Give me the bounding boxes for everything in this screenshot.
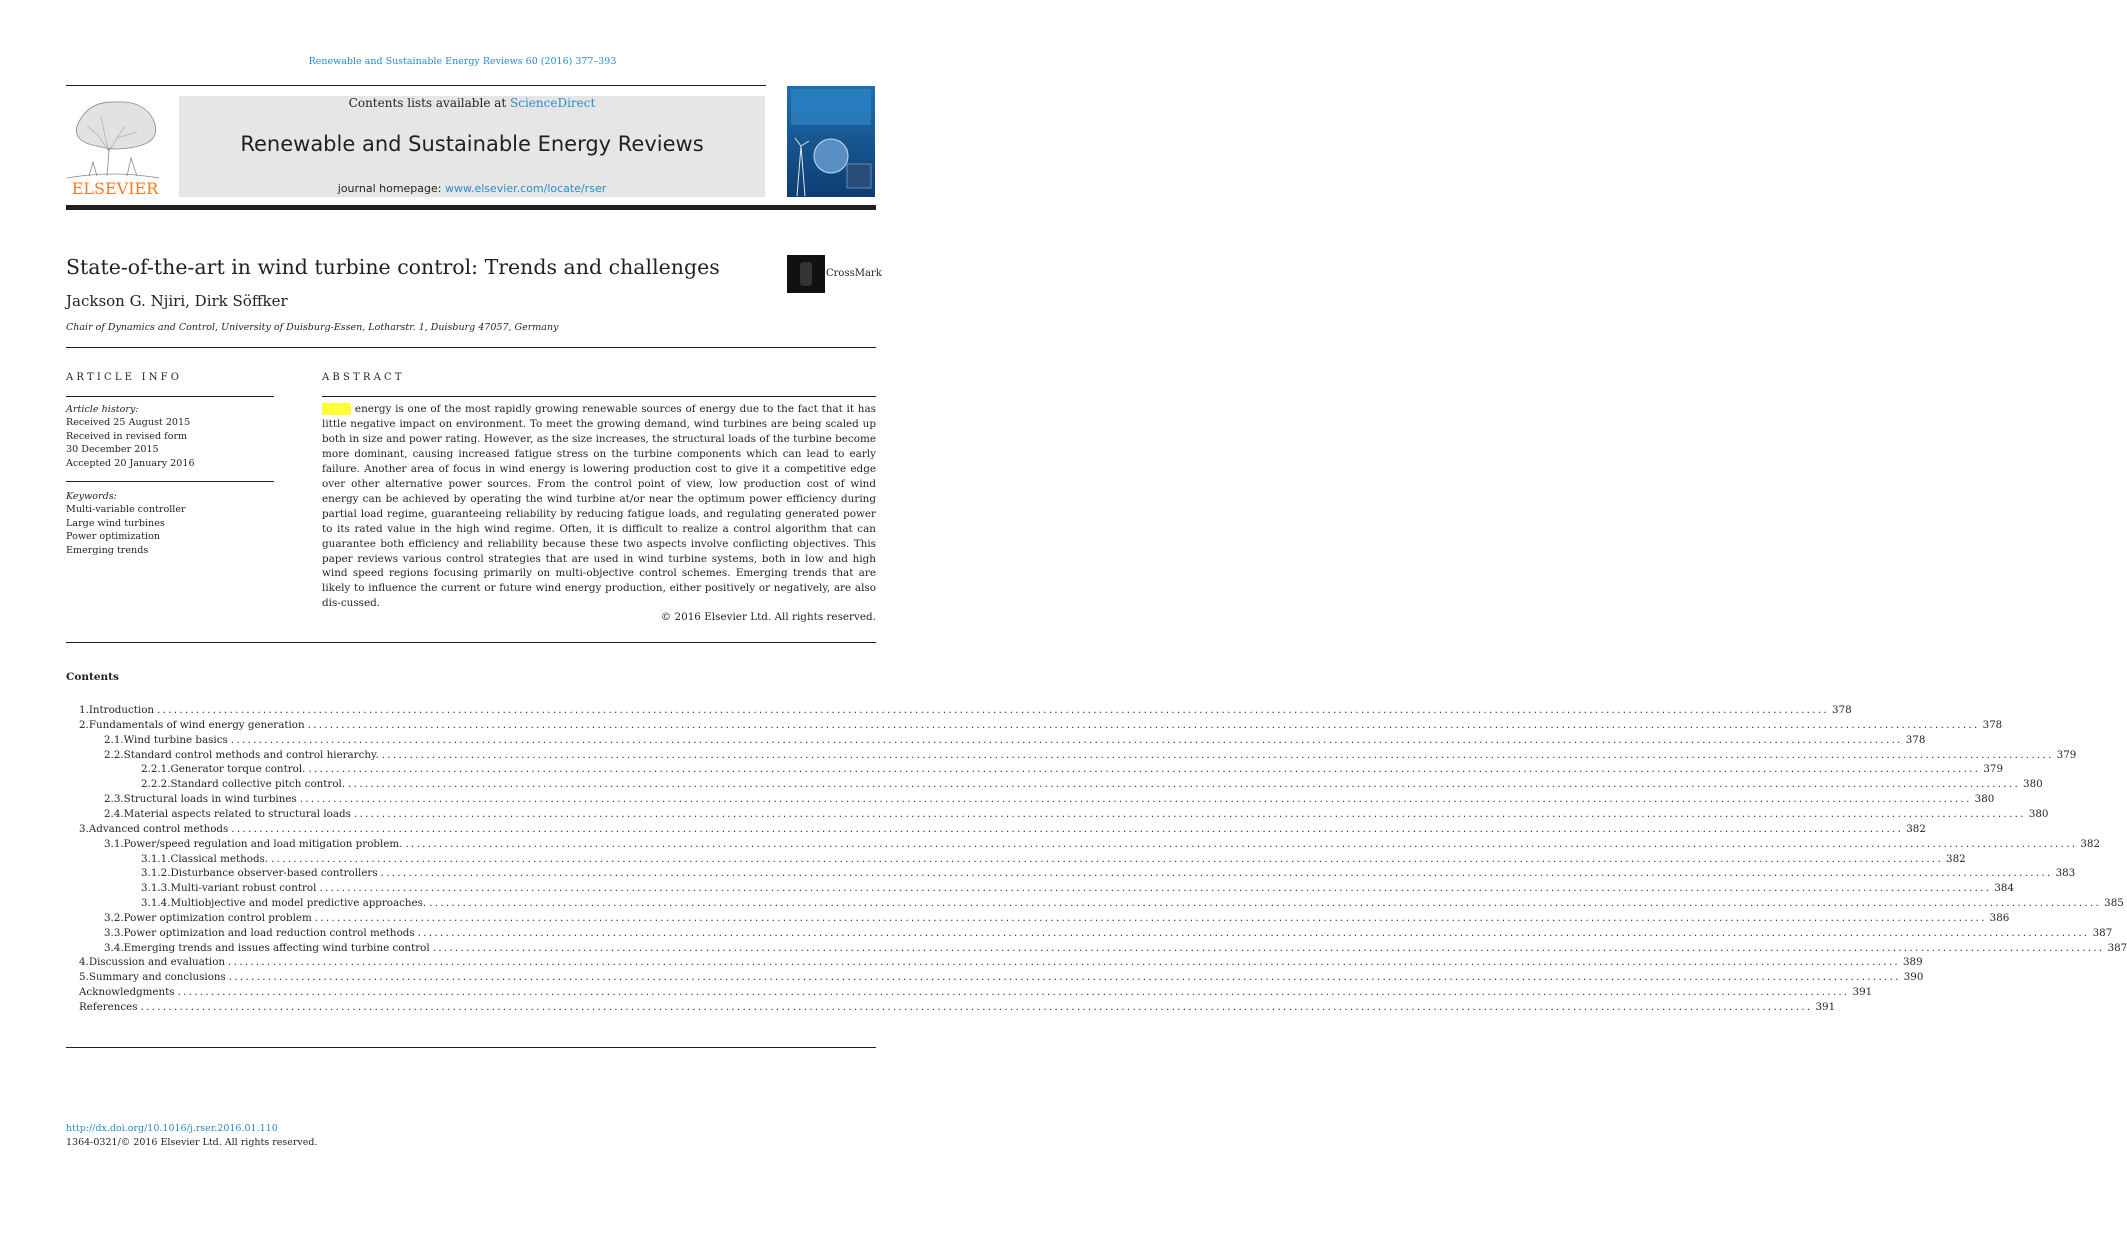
article-history bbox=[66, 403, 274, 470]
toc-entry-page: 385 bbox=[2104, 897, 2124, 910]
toc-leader-dots: ............................................................................................................................................................................................................................................................................................................ bbox=[271, 852, 1944, 865]
toc-entry-number: 2.2.1. bbox=[141, 763, 171, 776]
toc-entry-page: 378 bbox=[1905, 733, 1926, 746]
toc-leader-dots: ............................................................................................................................................................................................................................................................................................................ bbox=[228, 971, 1901, 984]
toc-leader-dots: ............................................................................................................................................................................................................................................................................................................ bbox=[230, 733, 1903, 746]
toc-entry-title: Fundamentals of wind energy generation bbox=[88, 718, 305, 731]
toc-entry-number: 3. bbox=[79, 822, 89, 835]
toc-entry[interactable] bbox=[79, 986, 1873, 1001]
toc-entry-title: Emerging trends and issues affecting wind turbine control bbox=[123, 941, 430, 954]
keyword-item: Power optimization bbox=[66, 531, 161, 543]
toc-entry-title: Discussion and evaluation bbox=[88, 956, 226, 969]
toc-entry-page: 390 bbox=[1903, 971, 1924, 984]
toc-entry-title: Structural loads in wind turbines bbox=[123, 793, 297, 806]
homepage-link[interactable]: www.elsevier.com/locate/rser bbox=[444, 182, 607, 195]
toc-entry-page: 382 bbox=[1906, 822, 1926, 835]
toc-entry-number: 3.2. bbox=[104, 911, 124, 924]
elsevier-logo bbox=[67, 96, 163, 196]
toc-entry[interactable] bbox=[104, 748, 2077, 764]
toc-entry-title: Wind turbine basics bbox=[123, 733, 228, 746]
toc-entry-title: Power optimization control problem bbox=[123, 911, 312, 924]
publisher-wordmark: ELSEVIER bbox=[71, 179, 159, 198]
toc-entry-page: 383 bbox=[2055, 867, 2076, 880]
toc-entry[interactable] bbox=[104, 926, 2113, 942]
toc-entry-title: Acknowledgments bbox=[79, 986, 175, 999]
toc-entry[interactable] bbox=[79, 704, 1852, 719]
abstract-copyright: © 2016 Elsevier Ltd. All rights reserved. bbox=[660, 611, 876, 623]
toc-entry[interactable] bbox=[79, 822, 1926, 838]
elsevier-tree-icon bbox=[67, 96, 163, 196]
history-label: Article history: bbox=[66, 404, 139, 415]
journal-banner bbox=[179, 96, 765, 197]
toc-entry-title: Standard control methods and control hierarchy. bbox=[123, 748, 379, 761]
toc-entry[interactable] bbox=[141, 763, 2003, 778]
toc-entry-title: Disturbance observer-based controllers bbox=[170, 867, 378, 880]
keyword-item: Large wind turbines bbox=[66, 517, 165, 529]
contents-heading: Contents bbox=[66, 671, 119, 683]
toc-entry-page: 386 bbox=[1989, 911, 2010, 924]
toc-entry-page: 387 bbox=[2107, 941, 2127, 954]
toc-entry-title: Power optimization and load reduction control methods bbox=[123, 926, 415, 939]
toc-entry[interactable] bbox=[141, 882, 2014, 897]
author-affiliation: Chair of Dynamics and Control, University of Duisburg-Essen, Lotharstr. 1, Duisburg 47057, Germany bbox=[66, 322, 559, 333]
toc-leader-dots: ............................................................................................................................................................................................................................................................................................................ bbox=[157, 704, 1829, 716]
toc-leader-dots: ............................................................................................................................................................................................................................................................................................................ bbox=[177, 986, 1850, 999]
journal-cover-thumbnail bbox=[787, 86, 875, 197]
journal-title: Renewable and Sustainable Energy Reviews bbox=[240, 132, 704, 156]
crossmark-icon bbox=[787, 255, 825, 293]
toc-leader-dots: ............................................................................................................................................................................................................................................................................................................ bbox=[380, 867, 2053, 880]
toc-entry[interactable] bbox=[79, 718, 2003, 734]
keyword-item: Multi-variable controller bbox=[66, 504, 186, 516]
toc-entry-number: 3.1.3. bbox=[141, 882, 171, 895]
toc-entry-title: Classical methods. bbox=[170, 852, 269, 865]
toc-entry-number: 2.2. bbox=[104, 748, 124, 761]
sciencedirect-link[interactable]: ScienceDirect bbox=[510, 96, 596, 110]
toc-leader-dots: ............................................................................................................................................................................................................................................................................................................ bbox=[429, 897, 2102, 910]
toc-entry-page: 382 bbox=[2080, 837, 2101, 850]
toc-entry-number: 3.3. bbox=[104, 926, 124, 939]
toc-entry-number: 3.1.2. bbox=[141, 867, 171, 880]
toc-entry-page: 379 bbox=[1983, 763, 2003, 776]
toc-entry-title: Standard collective pitch control. bbox=[170, 778, 346, 791]
toc-leader-dots: ............................................................................................................................................................................................................................................................................................................ bbox=[307, 718, 1980, 731]
toc-entry-page: 382 bbox=[1946, 852, 1966, 865]
toc-leader-dots: ............................................................................................................................................................................................................................................................................................................ bbox=[308, 763, 1981, 776]
toc-leader-dots: ............................................................................................................................................................................................................................................................................................................ bbox=[417, 926, 2090, 939]
toc-entry[interactable] bbox=[141, 867, 2076, 882]
history-item: Received in revised form bbox=[66, 430, 188, 442]
toc-leader-dots: ............................................................................................................................................................................................................................................................................................................ bbox=[299, 793, 1972, 806]
toc-leader-dots: ............................................................................................................................................................................................................................................................................................................ bbox=[348, 778, 2021, 791]
toc-entry[interactable] bbox=[104, 793, 1995, 808]
toc-leader-dots: ............................................................................................................................................................................................................................................................................................................ bbox=[319, 882, 1992, 895]
keywords-label: Keywords: bbox=[66, 491, 117, 502]
toc-entry[interactable] bbox=[104, 941, 2127, 957]
toc-entry[interactable] bbox=[141, 897, 2124, 912]
toc-entry-title: Advanced control methods bbox=[88, 822, 229, 835]
toc-entry-title: Generator torque control. bbox=[170, 763, 306, 776]
toc-entry-number: 4. bbox=[79, 956, 89, 969]
journal-homepage: journal homepage: www.elsevier.com/locate/rser bbox=[337, 182, 607, 195]
article-info-heading: ARTICLE INFO bbox=[66, 372, 183, 383]
toc-entry[interactable] bbox=[104, 733, 1926, 749]
toc-entry-number: 2.3. bbox=[104, 793, 124, 806]
history-item: 30 December 2015 bbox=[66, 444, 159, 456]
toc-entry[interactable] bbox=[141, 778, 2043, 793]
toc-entry-number: 3.4. bbox=[104, 941, 124, 954]
toc-entry-title: Power/speed regulation and load mitigation problem. bbox=[123, 837, 403, 850]
toc-leader-dots: ............................................................................................................................................................................................................................................................................................................ bbox=[353, 807, 2026, 820]
toc-leader-dots: ............................................................................................................................................................................................................................................................................................................ bbox=[228, 956, 1900, 969]
toc-entry-title: Introduction bbox=[88, 704, 155, 716]
contents-available-line: Contents lists available at ScienceDirect bbox=[348, 96, 596, 110]
toc-leader-dots: ............................................................................................................................................................................................................................................................................................................ bbox=[405, 837, 2078, 850]
abstract-heading: ABSTRACT bbox=[322, 372, 405, 383]
toc-entry-page: 379 bbox=[2056, 748, 2077, 761]
toc-entry-number: 2.4. bbox=[104, 807, 124, 820]
doi-link[interactable]: http://dx.doi.org/10.1016/j.rser.2016.01.110 bbox=[66, 1123, 278, 1134]
journal-citation[interactable]: Renewable and Sustainable Energy Reviews 60 (2016) 377–393 bbox=[308, 56, 617, 67]
toc-entry-number: 1. bbox=[79, 704, 89, 716]
toc-entry-title: Multi-variant robust control bbox=[170, 882, 317, 895]
toc-entry-page: 380 bbox=[2028, 807, 2049, 820]
toc-entry-title: Summary and conclusions bbox=[88, 971, 226, 984]
toc-leader-dots: ............................................................................................................................................................................................................................................................................................................ bbox=[314, 911, 1987, 924]
toc-entry-number: 5. bbox=[79, 971, 89, 984]
keyword-item: Emerging trends bbox=[66, 544, 149, 556]
toc-entry[interactable] bbox=[104, 837, 2101, 853]
toc-entry[interactable] bbox=[79, 956, 1923, 971]
history-item: Accepted 20 January 2016 bbox=[66, 457, 195, 469]
toc-leader-dots: ............................................................................................................................................................................................................................................................................................................ bbox=[432, 941, 2105, 954]
toc-entry-page: 378 bbox=[1982, 718, 2003, 731]
crossmark-label: CrossMark bbox=[826, 268, 882, 279]
toc-entry-page: 391 bbox=[1852, 986, 1873, 999]
toc-entry-title: References bbox=[79, 1001, 138, 1013]
history-item: Received 25 August 2015 bbox=[66, 417, 191, 429]
toc-entry-page: 384 bbox=[1994, 882, 2014, 895]
toc-entry[interactable] bbox=[104, 911, 2010, 927]
toc-entry[interactable] bbox=[79, 1001, 1836, 1016]
toc-entry-title: Material aspects related to structural loads bbox=[123, 807, 351, 820]
toc-entry-number: 3.1.4. bbox=[141, 897, 171, 910]
toc-entry-page: 389 bbox=[1902, 956, 1923, 969]
crossmark-badge[interactable] bbox=[787, 255, 882, 293]
toc-leader-dots: ............................................................................................................................................................................................................................................................................................................ bbox=[381, 748, 2054, 761]
toc-entry-number: 2. bbox=[79, 718, 89, 731]
highlighted-word[interactable]: Wind bbox=[323, 403, 351, 415]
toc-leader-dots: ............................................................................................................................................................................................................................................................................................................ bbox=[231, 822, 1904, 835]
abstract-body: energy is one of the most rapidly growing renewable sources of energy due to the fact that it has little negative impact on environment. To meet the growing demand, wind turbines are being scaled up both in size and power rating. However, as the size increases, the structural loads of the turbine become more dominant, causing increased fatigue stress on the turbine components which can lead to early failure. Another area of focus in wind energy is lowering production cost to give it a competitive edge over other alternative power sources. From the control point of view, low production cost of wind energy can be achieved by operating the wind turbine at/or near the optimum power efficiency during partial load regime, guaranteeing reliability by reducing fatigue loads, and regulating generated power to its rated value in the high wind regime. Often, it is difficult to realize a control algorithm that can guarantee both efficiency and reliability because these two aspects involve conflicting objectives. This paper reviews various control strategies that are used in wind turbine systems, both in low and high wind speed regions focusing primarily on multi-objective control schemes. Emerging trends that are likely to influence the current or future wind energy production, either positively or negatively, are also dis-cussed. bbox=[322, 403, 876, 610]
article-authors: Jackson G. Njiri, Dirk Söffker bbox=[66, 292, 288, 310]
toc-entry[interactable] bbox=[141, 852, 1966, 868]
toc-entry-page: 378 bbox=[1831, 704, 1852, 716]
toc-entry-page: 391 bbox=[1815, 1001, 1836, 1013]
toc-entry-page: 387 bbox=[2092, 926, 2113, 939]
keywords bbox=[66, 490, 274, 557]
abstract-text bbox=[322, 402, 876, 611]
toc-entry-number: 3.1.1. bbox=[141, 852, 171, 865]
toc-leader-dots: ............................................................................................................................................................................................................................................................................................................ bbox=[140, 1001, 1813, 1013]
toc-entry[interactable] bbox=[104, 807, 2049, 823]
toc-entry-number: 2.2.2. bbox=[141, 778, 171, 791]
toc-entry[interactable] bbox=[79, 971, 1924, 986]
toc-entry-number: 2.1. bbox=[104, 733, 124, 746]
article-title: State-of-the-art in wind turbine control: Trends and challenges bbox=[66, 255, 720, 279]
issn-copyright: 1364-0321/© 2016 Elsevier Ltd. All rights reserved. bbox=[66, 1137, 318, 1148]
toc-entry-page: 380 bbox=[1974, 793, 1995, 806]
toc-entry-title: Multiobjective and model predictive approaches. bbox=[170, 897, 427, 910]
toc-entry-number: 3.1. bbox=[104, 837, 124, 850]
toc-entry-page: 380 bbox=[2023, 778, 2043, 791]
